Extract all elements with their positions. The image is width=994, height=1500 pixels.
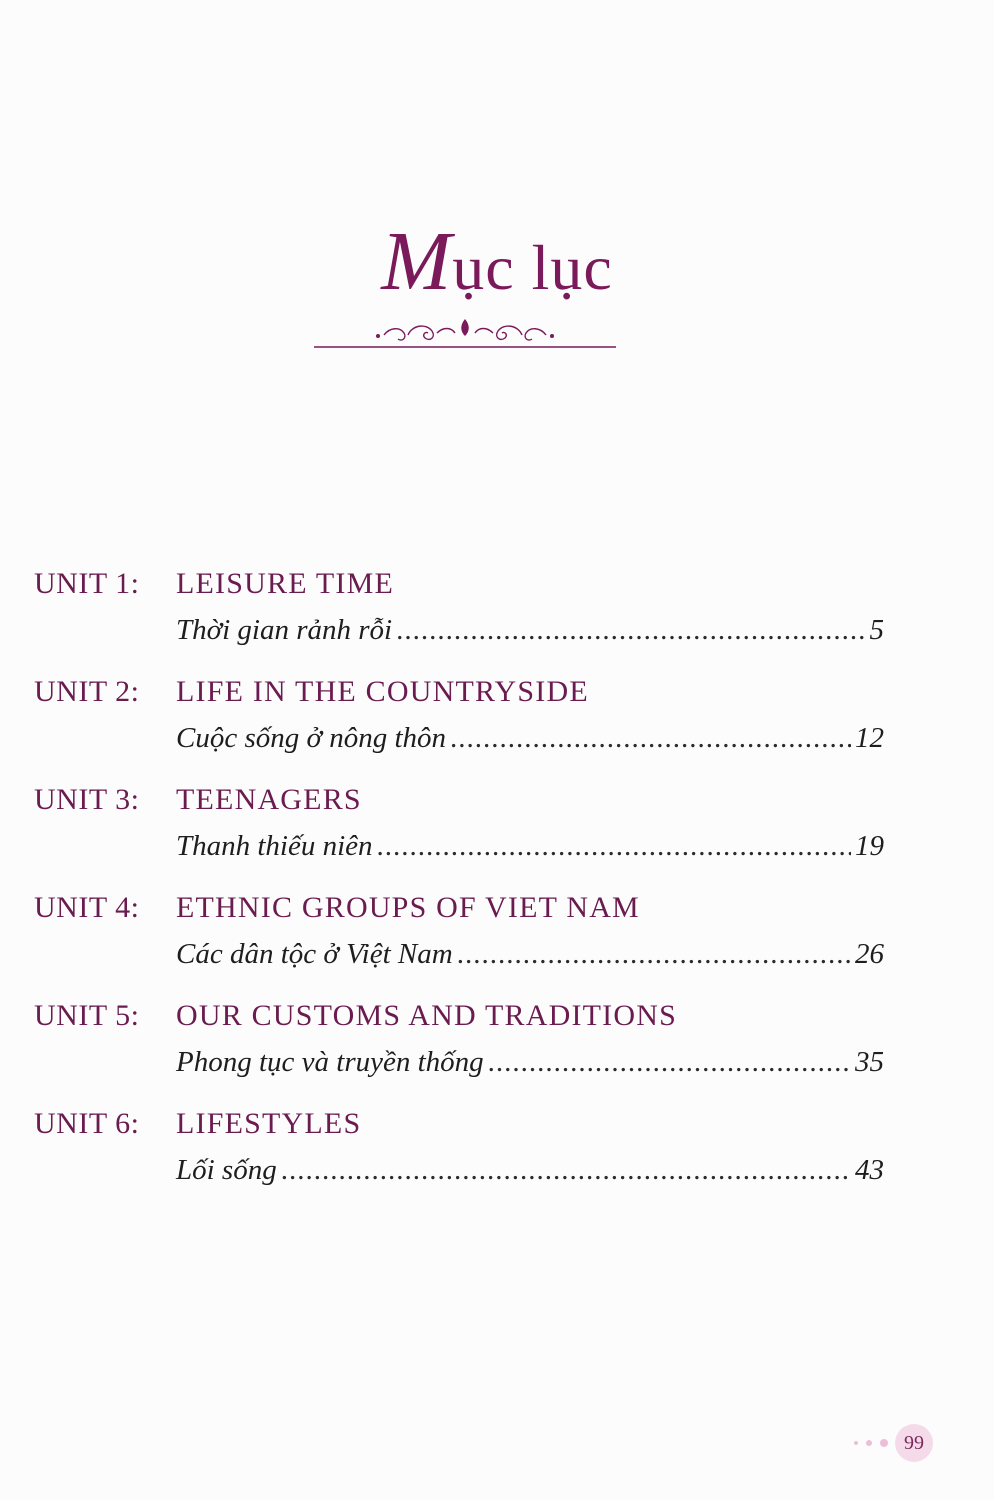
unit-page-number: 43: [855, 1154, 884, 1186]
toc-entry-unit-2[interactable]: [0, 668, 994, 776]
toc-entry-unit-6[interactable]: [0, 1100, 994, 1208]
dot-leader: [488, 1042, 851, 1082]
unit-page-number: 35: [855, 1046, 884, 1078]
page-dots-decoration: [852, 1437, 892, 1449]
unit-subtitle: Lối sống: [176, 1154, 277, 1186]
page-title: [0, 215, 994, 308]
dot-leader: [450, 718, 851, 758]
unit-page-number: 19: [855, 830, 884, 862]
toc-entry-unit-5[interactable]: [0, 992, 994, 1100]
toc-entry-unit-4[interactable]: [0, 884, 994, 992]
toc-entry-unit-3[interactable]: [0, 776, 994, 884]
unit-label: UNIT 3:: [34, 783, 140, 816]
unit-label: UNIT 5:: [34, 999, 140, 1032]
unit-subtitle: Thời gian rảnh rỗi: [176, 614, 393, 646]
unit-title: LIFESTYLES: [176, 1107, 362, 1140]
unit-subtitle: Thanh thiếu niên: [176, 830, 373, 862]
unit-page-number: 5: [869, 614, 884, 646]
unit-subtitle-line: [176, 826, 884, 866]
unit-title: LEISURE TIME: [176, 567, 394, 600]
unit-label: UNIT 6:: [34, 1107, 140, 1140]
dot-leader: [396, 610, 865, 650]
unit-subtitle-line: [176, 1042, 884, 1082]
toc-entry-unit-1[interactable]: [0, 560, 994, 668]
title-ornament: [312, 313, 618, 353]
dot-leader: [377, 826, 851, 866]
dot-leader: [281, 1150, 851, 1190]
table-of-contents: [0, 560, 994, 1208]
title-initial: M: [381, 215, 453, 308]
unit-label: UNIT 4:: [34, 891, 140, 924]
unit-subtitle-line: [176, 610, 884, 650]
unit-label: UNIT 2:: [34, 675, 140, 708]
dot-leader: [457, 934, 851, 974]
unit-page-number: 26: [855, 938, 884, 970]
page-number-badge: 99: [895, 1424, 933, 1462]
unit-title: TEENAGERS: [176, 783, 362, 816]
unit-title: LIFE IN THE COUNTRYSIDE: [176, 675, 589, 708]
unit-page-number: 12: [855, 722, 884, 754]
unit-subtitle: Phong tục và truyền thống: [176, 1046, 484, 1078]
unit-subtitle: Các dân tộc ở Việt Nam: [176, 938, 453, 970]
unit-title: OUR CUSTOMS AND TRADITIONS: [176, 999, 677, 1032]
unit-subtitle-line: [176, 1150, 884, 1190]
unit-subtitle-line: [176, 718, 884, 758]
unit-subtitle-line: [176, 934, 884, 974]
unit-subtitle: Cuộc sống ở nông thôn: [176, 722, 447, 754]
unit-title: ETHNIC GROUPS OF VIET NAM: [176, 891, 640, 924]
unit-label: UNIT 1:: [34, 567, 140, 600]
title-rest: ục lục: [452, 232, 613, 303]
